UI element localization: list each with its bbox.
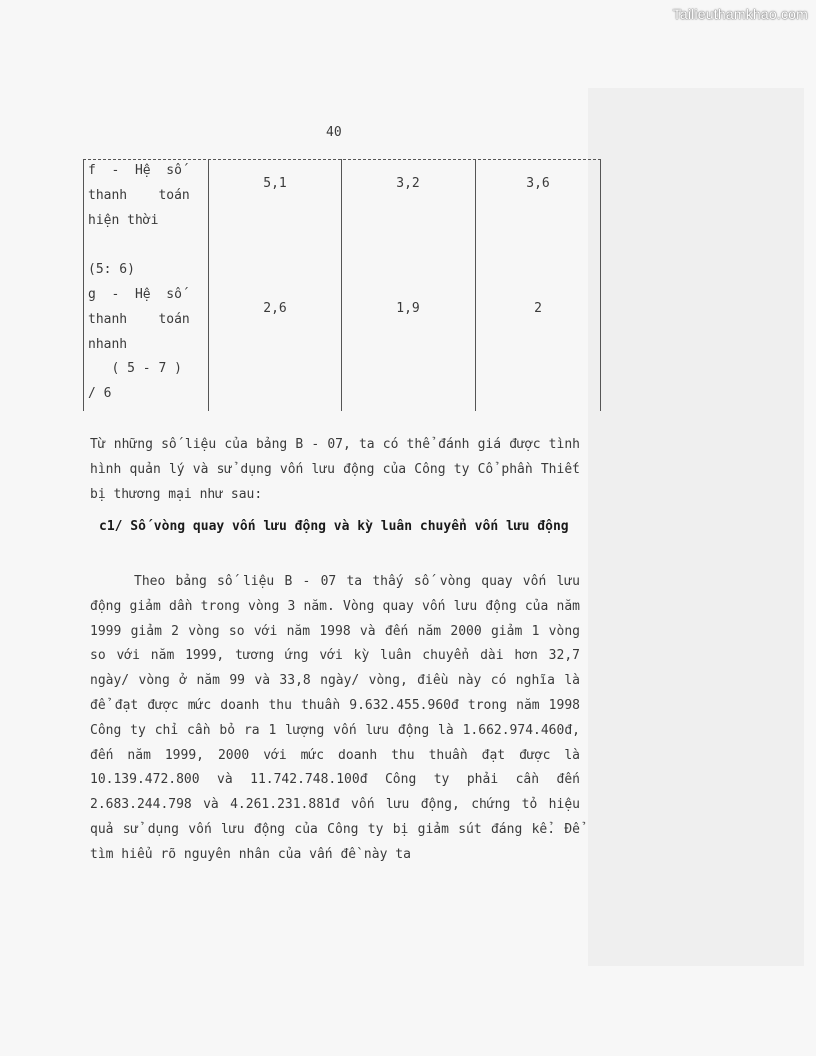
table-divider-1 <box>208 159 209 411</box>
table-divider-3 <box>475 159 476 411</box>
intro-paragraph: Từ những số liệu của bảng B - 07, ta có thể đánh giá được tình hình quản lý và sử dụng vốn lưu động của Công ty Cổ phần Thiết bị thương mại như sau: <box>90 437 580 502</box>
table-cell-f-1998: 5,1 <box>263 176 287 191</box>
table-border-left <box>83 159 84 411</box>
table-row-label-quick-ratio: g - Hệ số thanh toán nhanh ( 5 - 7 ) / 6 <box>88 287 190 402</box>
ratio-table <box>83 159 601 411</box>
table-cell-f-2000: 3,6 <box>526 176 550 191</box>
table-cell-g-1999: 1,9 <box>396 301 420 316</box>
side-panel <box>588 88 804 966</box>
watermark: Tailieuthamkhao.com <box>672 6 808 22</box>
table-cell-g-2000: 2 <box>534 301 542 316</box>
table-cell-f-1999: 3,2 <box>396 176 420 191</box>
page-number: 40 <box>326 125 342 140</box>
section-heading: c1/ Số vòng quay vốn lưu động và kỳ luân chuyển vốn lưu động <box>99 519 569 534</box>
table-divider-2 <box>341 159 342 411</box>
table-row-label-current-ratio: f - Hệ số thanh toán hiện thời (5: 6) <box>88 163 190 278</box>
body-paragraph: Theo bảng số liệu B - 07 ta thấy số vòng quay vốn lưu động giảm dần trong vòng 3 năm. Vòng quay vốn lưu động của năm 1999 giảm 2 vòng so với năm 1998 và đến năm 2000 giảm 1 vòng so với năm 1999, tương ứng với kỳ luân chuyển dài hơn 32,7 ngày/ vòng ở năm 99 và 33,8 ngày/ vòng, điều này có nghĩa là để đạt được mức doanh thu thuần 9.632.455.960đ trong năm 1998 Công ty chỉ cần bỏ ra 1 lượng vốn lưu động là 1.662.974.460đ, đến năm 1999, 2000 với mức doanh thu thuần đạt được là 10.139.472.800 và 11.742.748.100đ Công ty phải cần đến 2.683.244.798 và 4.261.231.881đ vốn lưu động, chứng tỏ hiệu quả sử dụng vốn lưu động của Công ty bị giảm sút đáng kể. Để tìm hiểu rõ nguyên nhân của vấn đề này ta <box>90 574 580 862</box>
table-border-right <box>600 159 601 411</box>
table-cell-g-1998: 2,6 <box>263 301 287 316</box>
